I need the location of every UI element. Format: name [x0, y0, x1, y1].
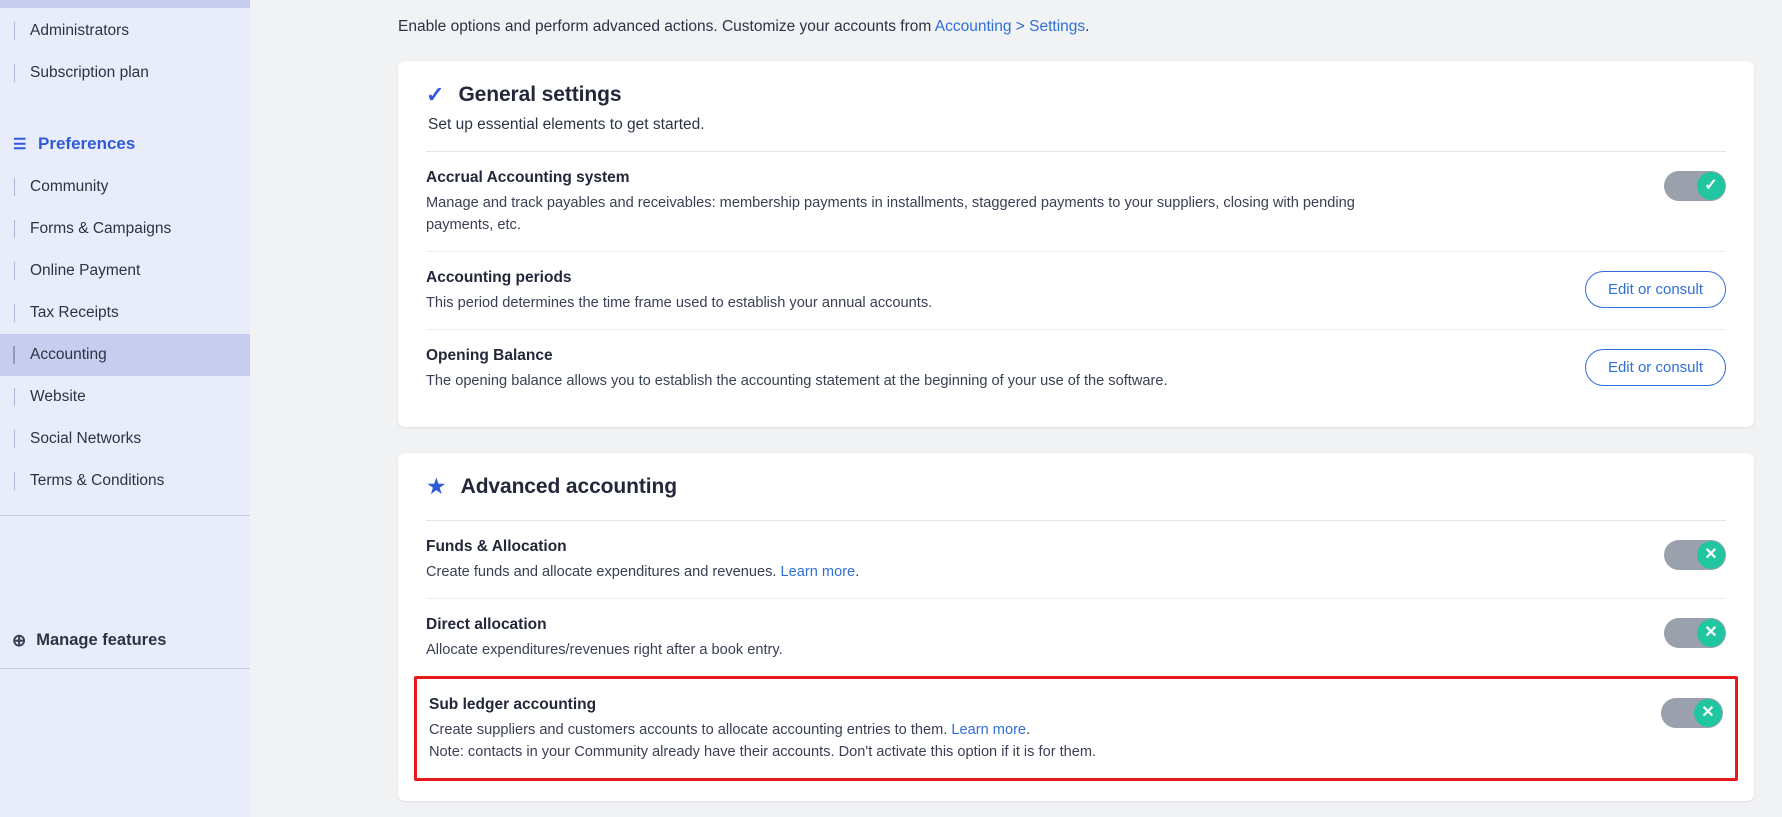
sidebar-item-subscription-plan[interactable] [0, 52, 250, 94]
row-description [426, 561, 1356, 583]
card-header [426, 83, 1726, 107]
highlight-outline-sub-ledger [414, 676, 1738, 781]
row-description-suffix: . [855, 563, 860, 580]
intro-text-after: . [1085, 17, 1090, 35]
row-text [429, 696, 1641, 763]
close-icon: ✕ [1697, 619, 1725, 647]
sidebar-item-terms-conditions[interactable] [0, 460, 250, 502]
row-description-note: Note: contacts in your Community already have their accounts. Don't activate this option if it is for them. [429, 743, 1097, 760]
sidebar-item-label: Terms & Conditions [30, 472, 165, 489]
check-icon: ✓ [426, 81, 445, 107]
edit-or-consult-accounting-periods-button[interactable]: Edit or consult [1585, 271, 1726, 308]
sidebar-item-label: Forms & Campaigns [30, 220, 172, 237]
toggle-accrual-accounting[interactable] [1664, 171, 1726, 201]
sidebar-section-preferences [0, 120, 250, 166]
row-description: The opening balance allows you to establish the accounting statement at the beginning of your use of the software. [426, 372, 1168, 389]
sidebar-divider [0, 515, 250, 516]
row-title: Accounting periods [426, 268, 572, 286]
setting-row-sub-ledger-accounting [429, 679, 1723, 778]
edit-or-consult-opening-balance-button[interactable]: Edit or consult [1585, 349, 1726, 386]
row-control [1585, 269, 1726, 308]
toggle-direct-allocation[interactable] [1664, 618, 1726, 648]
card-general-settings [398, 61, 1754, 427]
manage-features-button[interactable] [0, 613, 250, 669]
accounting-settings-link[interactable]: Accounting > Settings [934, 17, 1086, 35]
sidebar-footer [0, 613, 250, 817]
row-title: Opening Balance [426, 346, 553, 364]
toggle-sub-ledger-accounting[interactable] [1661, 698, 1723, 728]
setting-row-opening-balance [426, 329, 1726, 407]
row-text [426, 269, 1565, 314]
row-control [1585, 347, 1726, 386]
row-title: Direct allocation [426, 615, 547, 633]
sidebar-item-community[interactable] [0, 166, 250, 208]
learn-more-link[interactable]: Learn more [951, 721, 1027, 738]
intro-text-before: Enable options and perform advanced actions. Customize your accounts from [398, 17, 935, 35]
close-icon: ✕ [1697, 541, 1725, 569]
sidebar-item-partial-above[interactable] [0, 0, 250, 8]
row-description [429, 719, 1359, 741]
row-control [1661, 696, 1723, 733]
row-description-text: Create funds and allocate expenditures and revenues. [426, 563, 781, 580]
sidebar-item-label: Accounting [30, 346, 107, 363]
sidebar-item-label: Website [30, 388, 86, 405]
row-description-text: Create suppliers and customers accounts to allocate accounting entries to them. [429, 721, 952, 738]
row-control [1664, 538, 1726, 575]
list-icon: ☰ [13, 135, 27, 153]
sidebar-item-label: Administrators [30, 22, 130, 39]
setting-row-accounting-periods [426, 251, 1726, 329]
card-subtitle: Set up essential elements to get started. [428, 115, 705, 133]
row-description: Allocate expenditures/revenues right after a book entry. [426, 641, 783, 658]
sidebar-item-website[interactable] [0, 376, 250, 418]
setting-row-accrual-accounting [426, 152, 1726, 251]
sidebar-item-label: Tax Receipts [30, 304, 119, 321]
learn-more-link[interactable]: Learn more [780, 563, 856, 580]
sidebar-item-label: Social Networks [30, 430, 142, 447]
sidebar-item-accounting[interactable] [0, 334, 250, 376]
sidebar-item-label: Online Payment [30, 262, 141, 279]
plus-circle-icon: ⊕ [12, 631, 27, 650]
sidebar [0, 0, 250, 817]
sidebar-item-social-networks[interactable] [0, 418, 250, 460]
close-icon: ✕ [1694, 699, 1722, 727]
check-icon: ✓ [1697, 172, 1725, 200]
row-text [426, 347, 1565, 392]
sidebar-item-forms-campaigns[interactable] [0, 208, 250, 250]
sidebar-item-tax-receipts[interactable] [0, 292, 250, 334]
row-text [426, 538, 1644, 583]
sidebar-empty-space [0, 669, 250, 817]
row-description: Manage and track payables and receivables: membership payments in installments, staggered payments to your suppliers, closing with pending payments, etc. [426, 194, 1355, 233]
row-title: Accrual Accounting system [426, 168, 630, 186]
row-text [426, 616, 1644, 661]
setting-row-direct-allocation [426, 598, 1726, 676]
setting-row-funds-allocation [426, 521, 1726, 598]
card-title: Advanced accounting [460, 474, 677, 498]
toggle-funds-allocation[interactable] [1664, 540, 1726, 570]
sidebar-item-administrators[interactable] [0, 10, 250, 52]
card-title: General settings [458, 82, 622, 106]
main-inner [250, 16, 1782, 817]
row-description: This period determines the time frame used to establish your annual accounts. [426, 294, 933, 311]
row-title: Funds & Allocation [426, 537, 567, 555]
row-control [1664, 616, 1726, 653]
row-title: Sub ledger accounting [429, 695, 597, 713]
card-header [426, 475, 1726, 499]
star-icon: ★ [426, 473, 447, 499]
row-control [1664, 169, 1726, 206]
intro-text [398, 16, 1754, 37]
card-advanced-accounting [398, 453, 1754, 801]
sidebar-section-label: Preferences [38, 134, 136, 153]
sidebar-item-online-payment[interactable] [0, 250, 250, 292]
manage-features-label: Manage features [36, 631, 167, 649]
row-text [426, 169, 1644, 236]
row-description-suffix: . [1026, 721, 1031, 738]
main-content [250, 0, 1782, 817]
sidebar-scroll-area [0, 0, 250, 613]
sidebar-item-label: Community [30, 178, 109, 195]
sidebar-item-label: Subscription plan [30, 64, 149, 81]
